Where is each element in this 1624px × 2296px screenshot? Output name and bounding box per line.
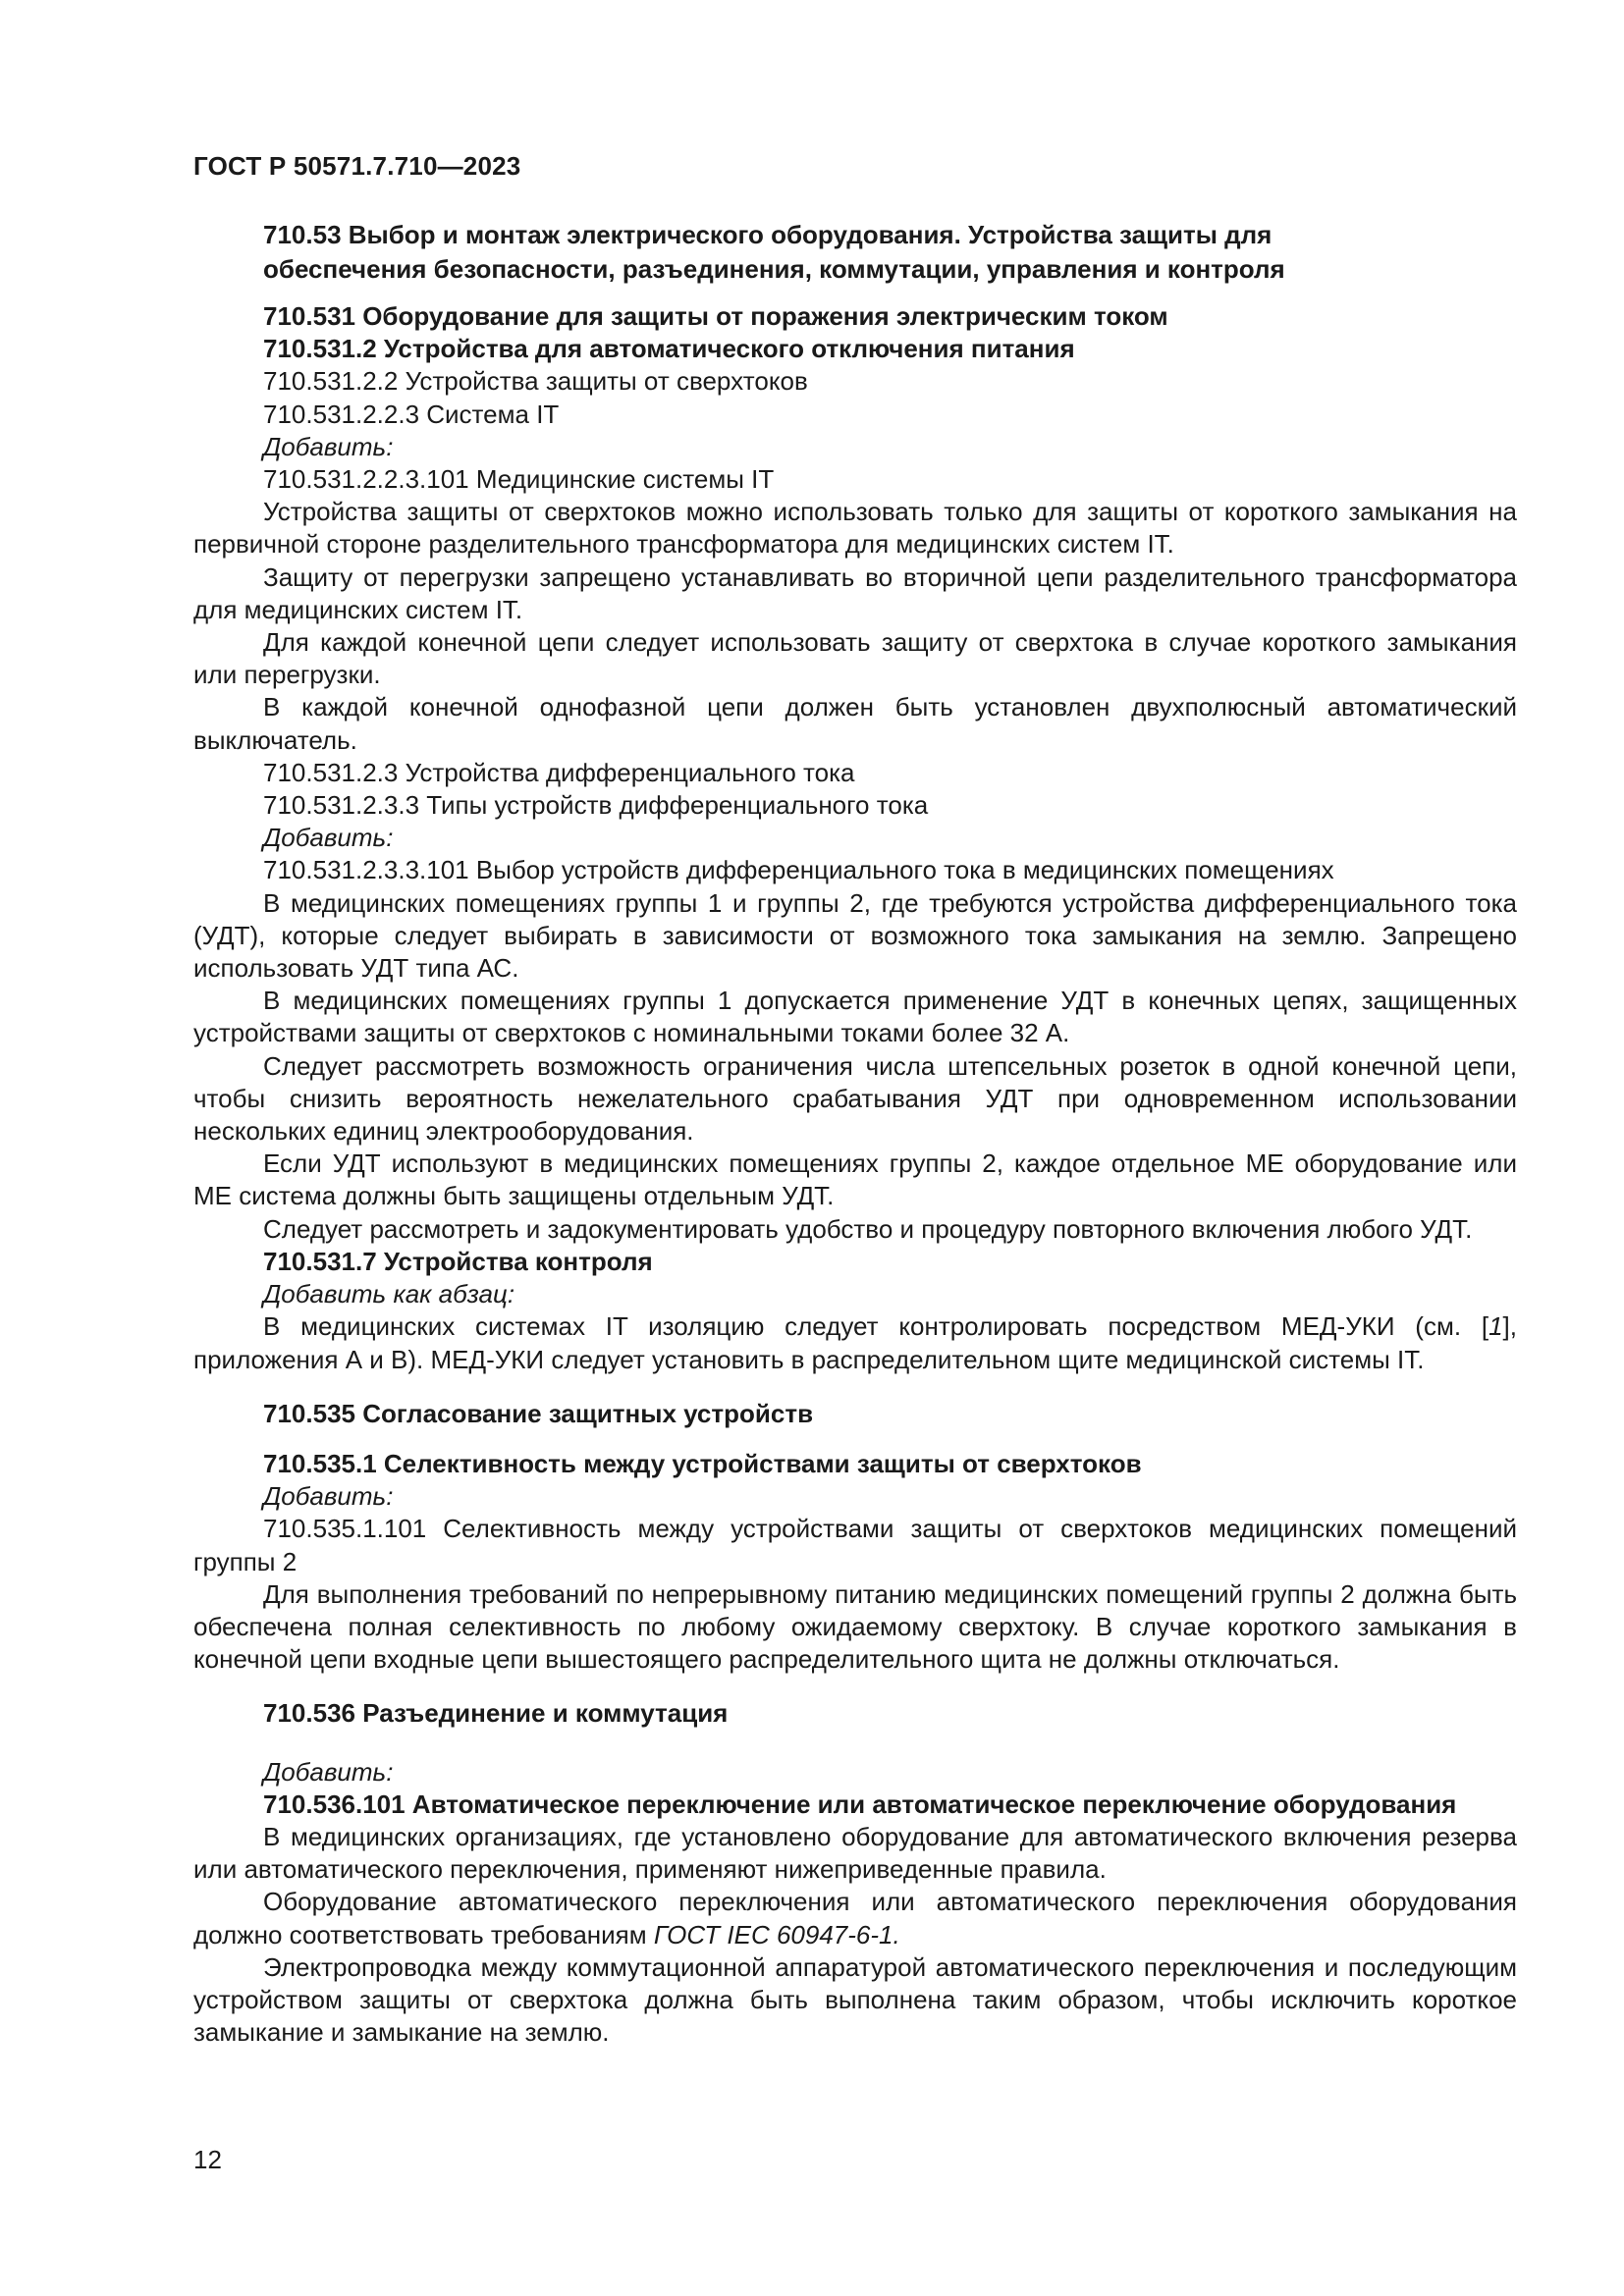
section-710-531-2-2-3-101: 710.531.2.2.3.101 Медицинские системы IT (263, 464, 775, 495)
add-note: Добавить: (263, 823, 394, 853)
section-710-536-101-title: 710.536.101 Автоматическое переключение или автоматическое переключение оборудования (263, 1789, 1457, 1819)
add-note: Добавить: (263, 1481, 394, 1512)
add-note: Добавить: (263, 431, 394, 461)
paragraph: Для каждой конечной цепи следует использовать защиту от сверхтока в случае короткого замыкания или перегрузки. (193, 627, 1517, 690)
text: ], приложения А и В). МЕД-УКИ следует установить в распределительном щите медицинской системы IT. (193, 1311, 1517, 1374)
add-note: Добавить как абзац: (263, 1279, 515, 1309)
section-710-53-title-line-1: 710.53 Выбор и монтаж электрического оборудования. Устройства защиты для (263, 220, 1272, 249)
section-710-531-7-title: 710.531.7 Устройства контроля (263, 1246, 653, 1276)
section-710-531-2-2-3: 710.531.2.2.3 Система IT (263, 399, 560, 429)
text: Оборудование автоматического переключения или автоматического переключения оборудования должно соответствовать требованиям (193, 1887, 1517, 1949)
section-710-531-2-3-3: 710.531.2.3.3 Типы устройств дифференциального тока (263, 790, 929, 821)
paragraph: Следует рассмотреть и задокументировать удобство и процедуру повторного включения любого УДТ. (263, 1213, 1473, 1244)
paragraph: Защиту от перегрузки запрещено устанавливать во вторичной цепи разделительного трансформатора для медицинских систем IT. (193, 561, 1517, 624)
paragraph: Электропроводка между коммутационной аппаратурой автоматического переключения и последующим устройством защиты от сверхтока должна быть выполнена таким образом, чтобы исключить короткое замыкание и замыкание на землю. (193, 1951, 1517, 2048)
section-710-536-title: 710.536 Разъединение и коммутация (263, 1698, 729, 1729)
paragraph: В медицинских организациях, где установлено оборудование для автоматического включения резерва или автоматического переключения, применяют нижеприведенные правила. (193, 1821, 1517, 1885)
section-710-535-1-title: 710.535.1 Селективность между устройствами защиты от сверхтоков (263, 1448, 1142, 1478)
paragraph-with-reference (193, 1310, 1517, 1375)
section-710-531-2-3-3-101: 710.531.2.3.3.101 Выбор устройств дифференциального тока в медицинских помещениях (263, 855, 1334, 885)
paragraph-with-reference (193, 1886, 1517, 1950)
bibliography-reference: 1 (1489, 1311, 1503, 1342)
text: В медицинских системах IT изоляцию следует контролировать посредством МЕД-УКИ (см. [ (263, 1311, 1489, 1342)
standard-id: ГОСТ Р 50571.7.710—2023 (193, 151, 521, 181)
paragraph: В каждой конечной однофазной цепи должен быть установлен двухполюсный автоматический выключатель. (193, 692, 1517, 755)
paragraph: Следует рассмотреть возможность ограничения числа штепсельных розеток в одной конечной цепи, чтобы снизить вероятность нежелательного срабатывания УДТ при одновременном использовании нескольких единиц электрооборудования. (193, 1050, 1517, 1147)
section-710-531-2-3: 710.531.2.3 Устройства дифференциального тока (263, 757, 855, 787)
paragraph: В медицинских помещениях группы 1 допускается применение УДТ в конечных цепях, защищенных устройствами защиты от сверхтоков с номинальными токами более 32 А. (193, 986, 1517, 1048)
document-body (193, 218, 1517, 2049)
paragraph: В медицинских помещениях группы 1 и группы 2, где требуются устройства дифференциального тока (УДТ), которые следует выбирать в зависимости от возможного тока замыкания на землю. Запрещено использовать УДТ типа АС. (193, 887, 1517, 984)
section-710-53-title-line-2: обеспечения безопасности, разъединения, коммутации, управления и контроля (263, 254, 1285, 284)
paragraph: 710.535.1.101 Селективность между устройствами защиты от сверхтоков медицинских помещений группы 2 (193, 1514, 1517, 1576)
paragraph: Устройства защиты от сверхтоков можно использовать только для защиты от короткого замыкания на первичной стороне разделительного трансформатора для медицинских систем IT. (193, 497, 1517, 560)
standard-reference: ГОСТ IEC 60947-6-1. (653, 1919, 900, 1949)
page-number: 12 (193, 2145, 222, 2174)
add-note: Добавить: (263, 1756, 394, 1787)
paragraph: Если УДТ используют в медицинских помещениях группы 2, каждое отдельное МЕ оборудование или МЕ система должны быть защищены отдельным УДТ. (193, 1148, 1517, 1211)
section-710-531-2-title: 710.531.2 Устройства для автоматического отключения питания (263, 334, 1075, 364)
section-710-535-title: 710.535 Согласование защитных устройств (263, 1398, 814, 1428)
paragraph: Для выполнения требований по непрерывному питанию медицинских помещений группы 2 должна быть обеспечена полная селективность по любому ожидаемому сверхтоку. В случае короткого замыкания в конечной цепи входные цепи вышестоящего распределительного щита не должны отключаться. (193, 1578, 1517, 1675)
section-710-531-2-2: 710.531.2.2 Устройства защиты от сверхтоков (263, 366, 808, 397)
section-710-531-title: 710.531 Оборудование для защиты от поражения электрическим током (263, 301, 1168, 331)
